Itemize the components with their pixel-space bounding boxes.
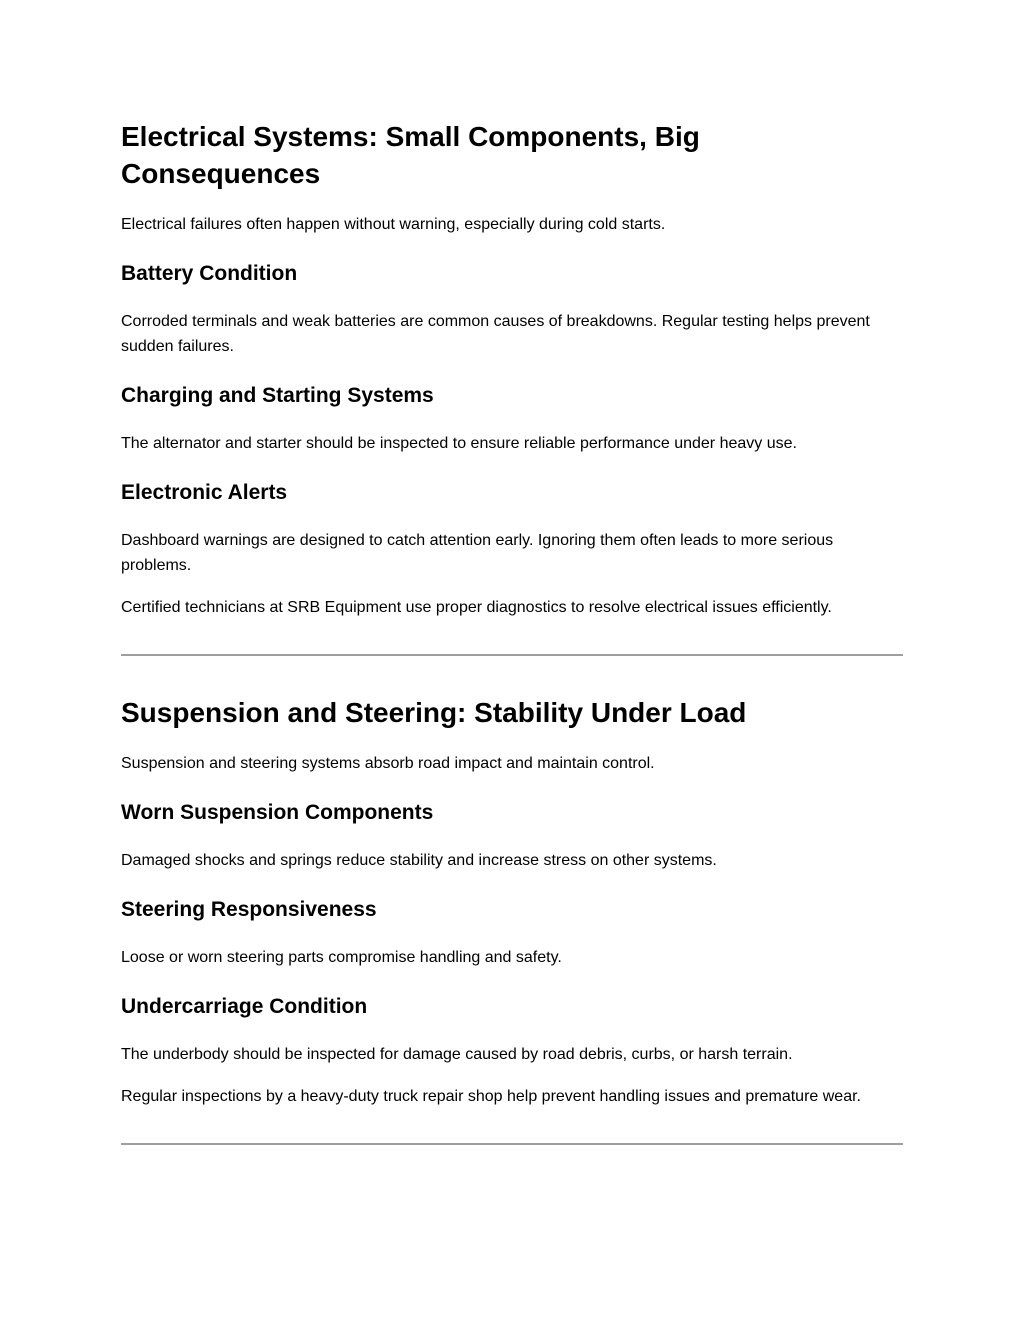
section-suspension-steering: [121, 694, 903, 1109]
subsection-heading-worn-suspension: Worn Suspension Components: [121, 801, 434, 824]
section-electrical-systems: [121, 118, 903, 620]
subsection-heading-steering-responsiveness: Steering Responsiveness: [121, 898, 377, 921]
section-title: Suspension and Steering: Stability Under Load: [121, 697, 747, 728]
section-divider: [121, 1143, 903, 1145]
subsection-heading-charging-starting: Charging and Starting Systems: [121, 384, 434, 407]
paragraph: Loose or worn steering parts compromise handling and safety.: [121, 949, 562, 966]
intro-paragraph: Suspension and steering systems absorb road impact and maintain control.: [121, 755, 655, 772]
subsection-heading-undercarriage-condition: Undercarriage Condition: [121, 995, 368, 1018]
paragraph: The underbody should be inspected for damage caused by road debris, curbs, or harsh terrain.: [121, 1046, 793, 1063]
paragraph: Corroded terminals and weak batteries are common causes of breakdowns. Regular testing helps prevent sudden failures.: [121, 313, 870, 355]
paragraph: Certified technicians at SRB Equipment use proper diagnostics to resolve electrical issues efficiently.: [121, 599, 832, 616]
subsection-heading-electronic-alerts: Electronic Alerts: [121, 481, 288, 504]
paragraph: The alternator and starter should be inspected to ensure reliable performance under heavy use.: [121, 435, 797, 452]
paragraph: Damaged shocks and springs reduce stability and increase stress on other systems.: [121, 852, 717, 869]
section-title: Electrical Systems: Small Components, Big Consequences: [121, 121, 700, 189]
section-divider: [121, 654, 903, 656]
paragraph: Dashboard warnings are designed to catch attention early. Ignoring them often leads to more serious problems.: [121, 532, 834, 574]
paragraph: Regular inspections by a heavy-duty truck repair shop help prevent handling issues and premature wear.: [121, 1088, 861, 1105]
intro-paragraph: Electrical failures often happen without warning, especially during cold starts.: [121, 216, 666, 233]
subsection-heading-battery-condition: Battery Condition: [121, 262, 298, 285]
